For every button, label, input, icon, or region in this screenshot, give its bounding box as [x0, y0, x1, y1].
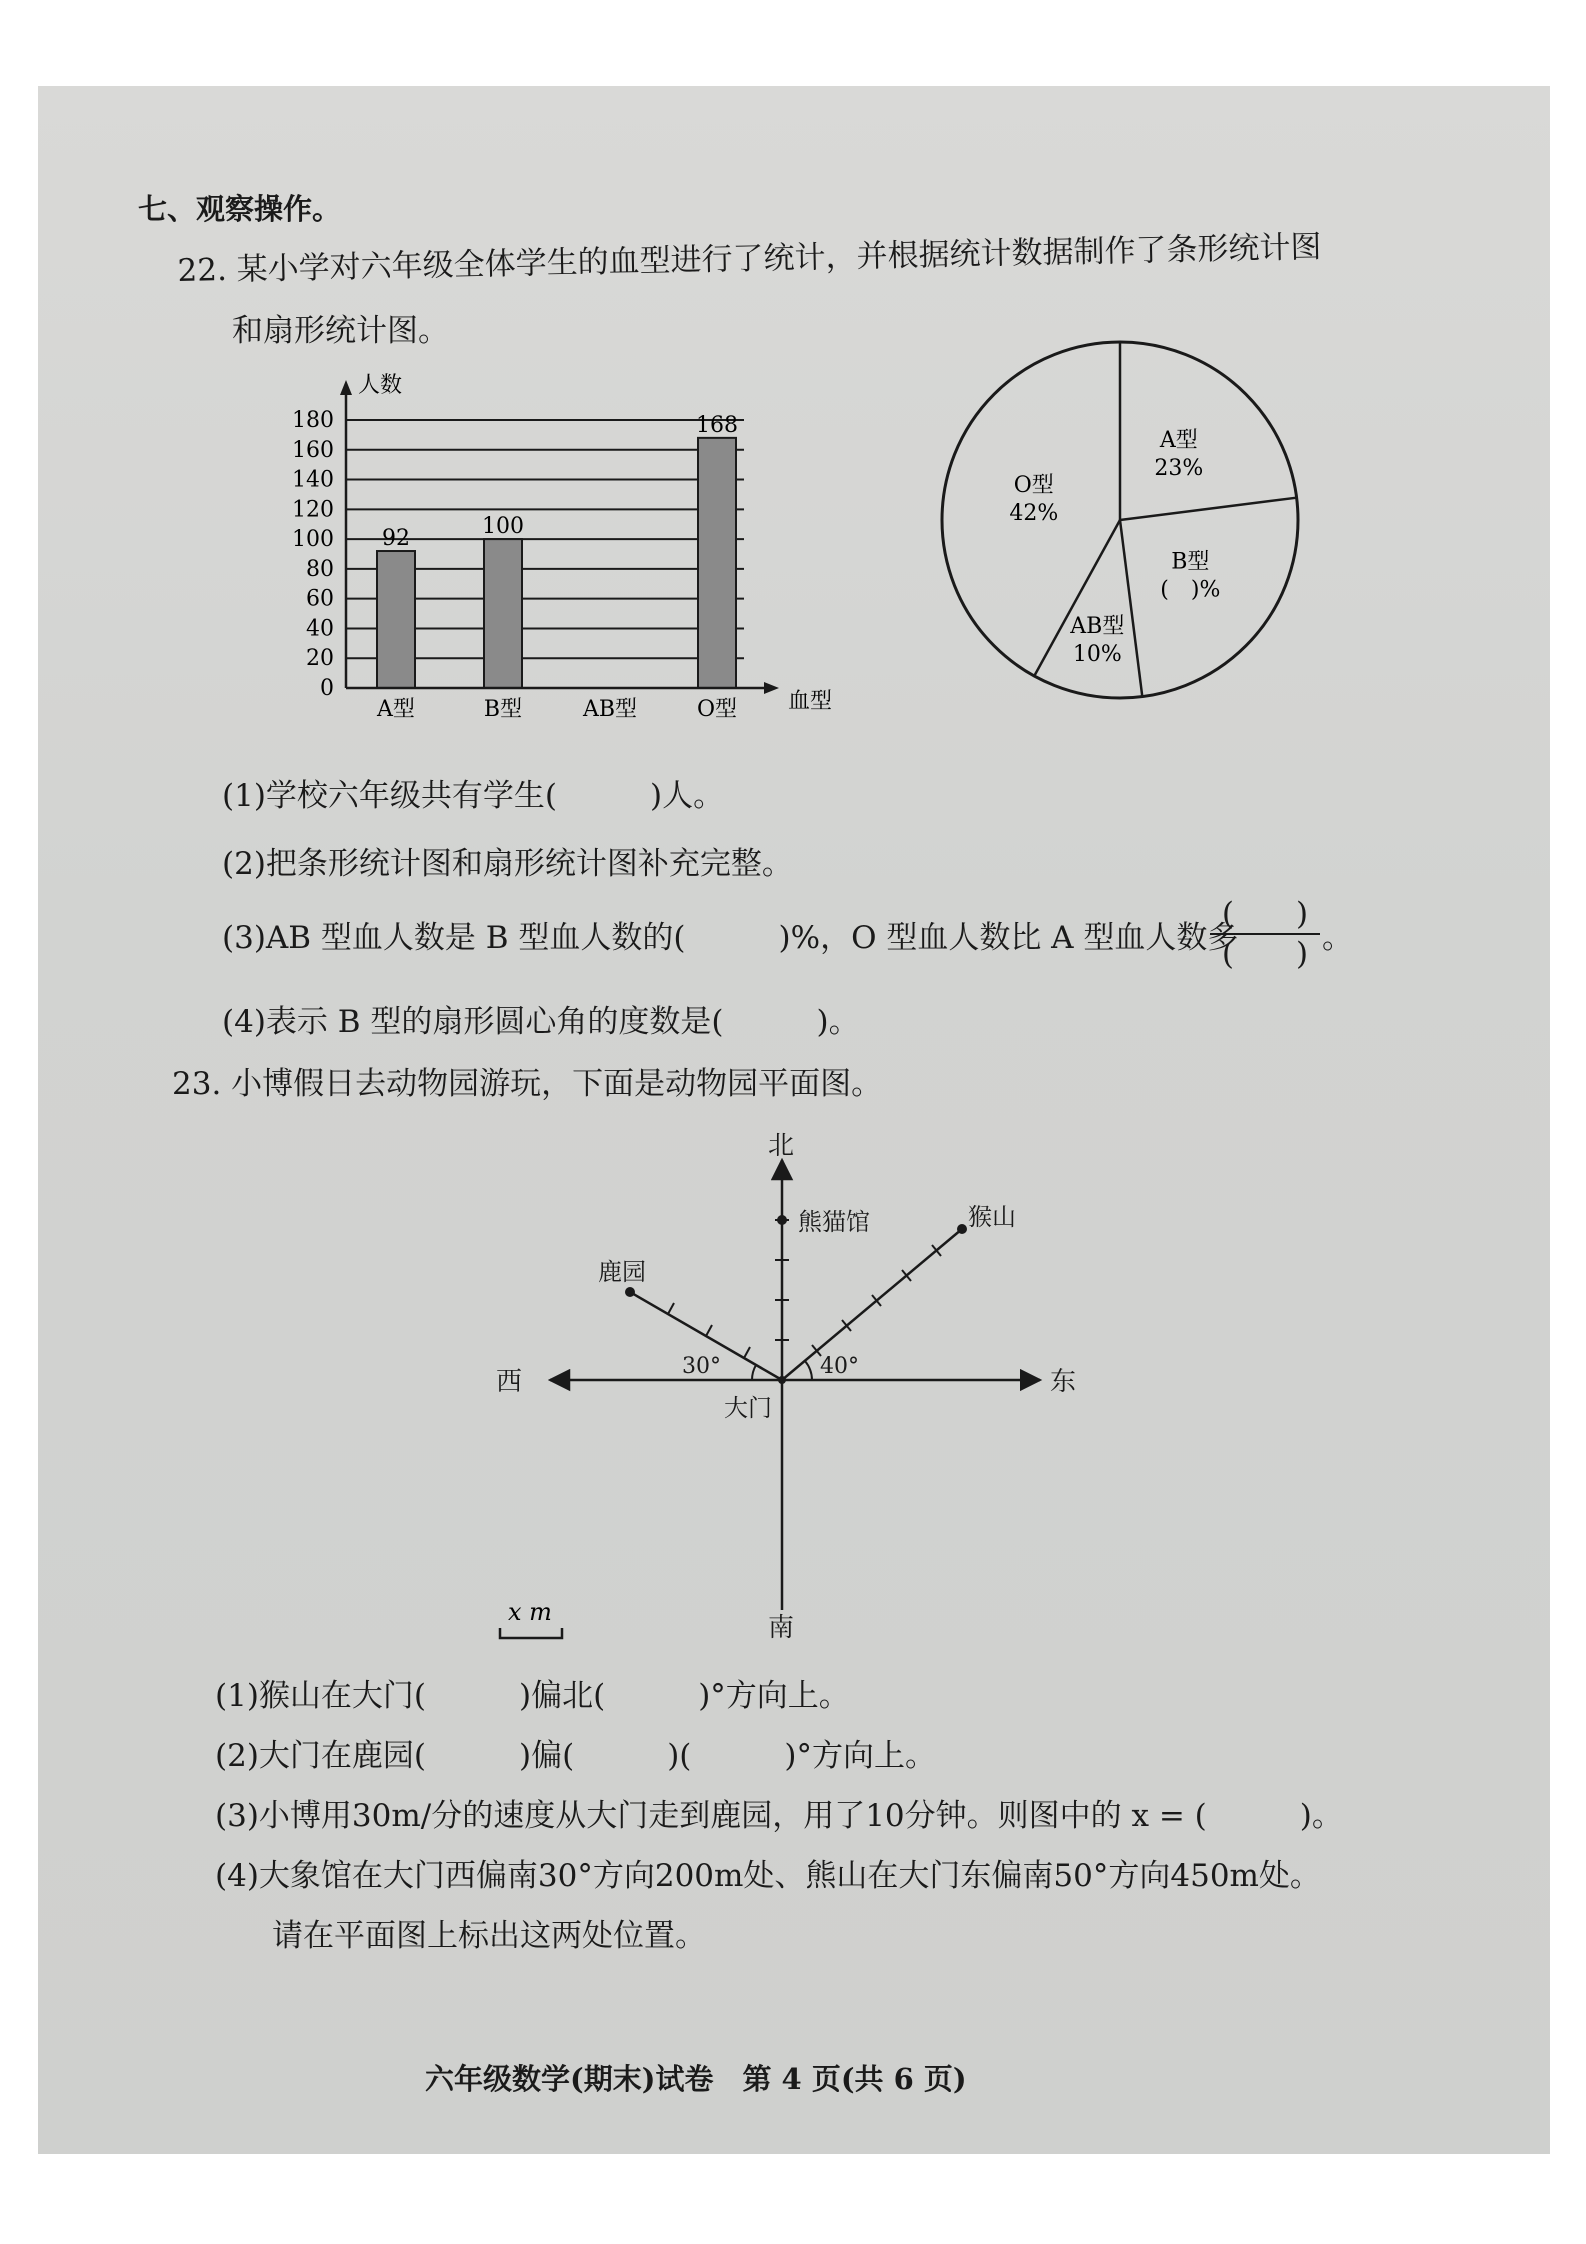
- monkey-point: [957, 1224, 967, 1234]
- x-category-label: B型: [483, 697, 523, 722]
- map-north-label: 北: [768, 1131, 795, 1161]
- x-category-label: AB型: [582, 697, 638, 722]
- map-south-label: 南: [768, 1613, 795, 1643]
- map-panda-label: 熊猫馆: [798, 1208, 870, 1236]
- pie-divider: [1120, 520, 1142, 697]
- x-category-label: O型: [696, 697, 738, 722]
- q22-sub3: (3)AB 型血人数是 B 型血人数的( )%，O 型血人数比 A 型血人数多: [222, 920, 1239, 956]
- q23-sub4: (4)大象馆在大门西偏南30°方向200m处、熊山在大门东偏南50°方向450m处。: [215, 1858, 1321, 1894]
- y-tick-label: 60: [306, 586, 334, 612]
- y-tick-label: 160: [292, 437, 334, 463]
- map-scale: [500, 1598, 562, 1638]
- pie-slice-value: 10%: [1072, 641, 1122, 667]
- bar-value-label: 100: [482, 514, 524, 540]
- y-tick-label: 20: [306, 646, 334, 672]
- q22-text-line1: 22. 某小学对六年级全体学生的血型进行了统计，并根据统计数据制作了条形统计图: [177, 229, 1322, 289]
- map-west-label: 西: [496, 1367, 523, 1397]
- bar-0: [377, 551, 415, 688]
- svg-text:x m: x m: [508, 1598, 552, 1626]
- zoo-map: [470, 1130, 1110, 1650]
- monkey-line: [782, 1229, 962, 1380]
- y-tick-label: 40: [306, 616, 334, 642]
- pie-slice-label: AB型: [1070, 613, 1125, 639]
- map-angle-west: 30°: [682, 1354, 721, 1379]
- bar-chart-xlabel: 血型: [788, 689, 833, 714]
- y-tick-label: 100: [292, 527, 334, 553]
- pie-slice-label: O型: [1013, 472, 1054, 498]
- q22-sub2: (2)把条形统计图和扇形统计图补充完整。: [222, 846, 793, 882]
- map-deer-label: 鹿园: [598, 1258, 646, 1286]
- q23-sub1: (1)猴山在大门( )偏北( )°方向上。: [215, 1678, 850, 1714]
- page-footer: 六年级数学(期末)试卷 第 4 页(共 6 页): [425, 2062, 967, 2096]
- y-tick-label: 180: [292, 408, 334, 433]
- q22-sub3-fraction-numerator: ( ): [1210, 888, 1320, 935]
- q22-sub4: (4)表示 B 型的扇形圆心角的度数是( )。: [222, 1004, 860, 1040]
- bar-chart-bars: [377, 413, 738, 688]
- x-category-label: A型: [377, 697, 415, 722]
- map-monkey-label: 猴山: [968, 1203, 1016, 1231]
- map-angle-east: 40°: [820, 1354, 859, 1379]
- pie-divider: [1120, 498, 1297, 520]
- q22-sub1: (1)学校六年级共有学生( )人。: [222, 778, 725, 814]
- pie-chart: [930, 330, 1310, 710]
- q23-sub3: (3)小博用30m/分的速度从大门走到鹿园，用了10分钟。则图中的 x = ( )。: [215, 1798, 1343, 1834]
- deer-point: [625, 1287, 635, 1297]
- bar-chart: [270, 370, 860, 730]
- pie-slice-value: 23%: [1154, 456, 1204, 482]
- q22-text-line2: 和扇形统计图。: [232, 313, 449, 349]
- bar-chart-ylabel: 人数: [358, 373, 403, 398]
- q23-sub2: (2)大门在鹿园( )偏( )( )°方向上。: [215, 1738, 936, 1774]
- bar-value-label: 168: [696, 412, 738, 438]
- q22-sub3-fraction-denominator: ( ): [1221, 936, 1309, 972]
- bar-3: [698, 438, 736, 688]
- pie-slice-label: B型: [1171, 549, 1210, 575]
- q22-sub3-end: 。: [1322, 920, 1353, 956]
- bar-value-label: 92: [382, 526, 410, 552]
- pie-slice-value: 42%: [1009, 500, 1059, 526]
- pie-slice-label: A型: [1159, 428, 1198, 454]
- map-east-label: 东: [1050, 1367, 1077, 1397]
- q23-title: 23. 小博假日去动物园游玩，下面是动物园平面图。: [172, 1066, 883, 1102]
- y-tick-label: 140: [292, 467, 334, 493]
- panda-point: [777, 1215, 787, 1225]
- y-tick-label: 120: [292, 497, 334, 523]
- map-gate-label: 大门: [724, 1394, 772, 1422]
- y-tick-label: 80: [306, 556, 334, 582]
- pie-slice-value: ( )%: [1160, 577, 1221, 603]
- y-tick-label: 0: [320, 676, 334, 701]
- section-title: 七、观察操作。: [138, 192, 342, 226]
- bar-1: [484, 539, 522, 688]
- q23-sub4b: 请在平面图上标出这两处位置。: [272, 1918, 706, 1954]
